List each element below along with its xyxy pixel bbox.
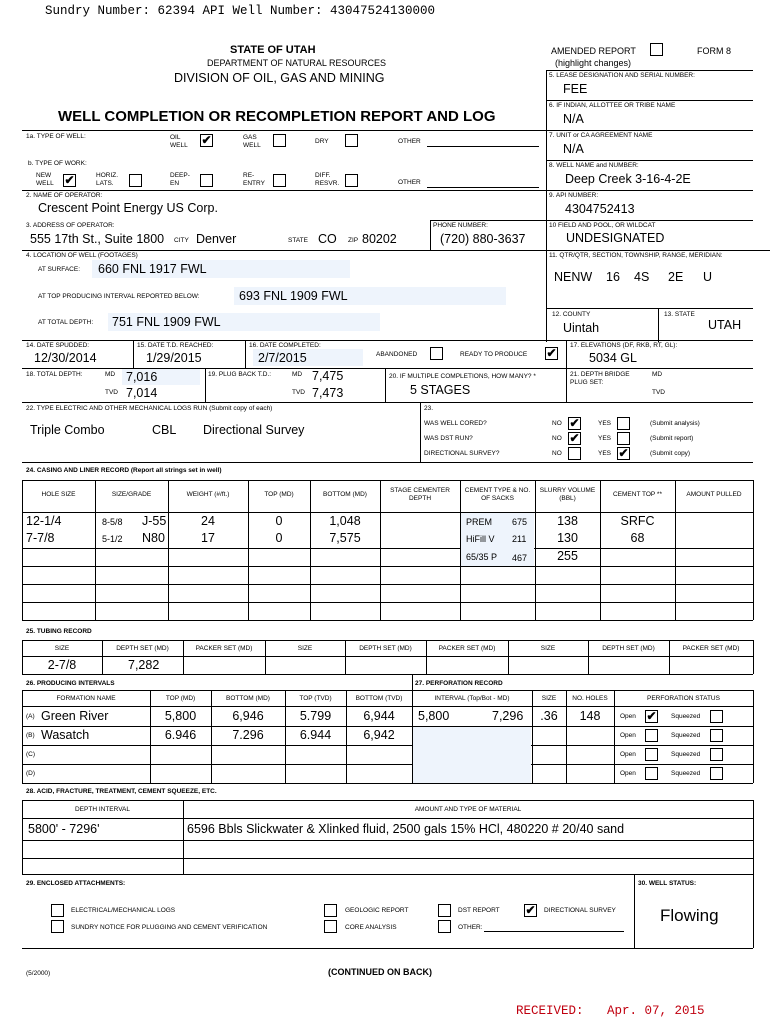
acid-amount-value: 6596 Bbls Slickwater & Xlinked fluid, 2500 gals 15% HCl, 480220 # 20/40 sand <box>187 822 625 836</box>
plug-tvd-label: TVD <box>292 389 305 396</box>
lease-value: FEE <box>563 82 588 96</box>
casing-col-ctop: CEMENT TOP ** <box>612 491 662 498</box>
type-of-well-label: 1a. TYPE OF WELL: <box>26 133 86 140</box>
geologic-checkbox[interactable] <box>324 904 337 917</box>
tubing-col-size-3: SIZE <box>540 645 556 652</box>
producing-col-formation: FORMATION NAME <box>56 695 116 702</box>
perf-row-4-squeezed-label: Squeezed <box>671 770 701 777</box>
geologic-label: GEOLOGIC REPORT <box>345 907 409 914</box>
continued-note: (CONTINUED ON BACK) <box>328 967 432 977</box>
electrical-label: ELECTRICAL/MECHANICAL LOGS <box>71 907 176 914</box>
top-interval-label: AT TOP PRODUCING INTERVAL REPORTED BELOW: <box>38 293 200 300</box>
casing-col-hole: HOLE SIZE <box>41 491 76 498</box>
log-item-1: Triple Combo <box>30 423 105 437</box>
gas-well-checkbox[interactable] <box>273 134 286 147</box>
perf-row-holes: 148 <box>579 709 601 723</box>
casing-row-3-cement: 65/35 P <box>466 552 498 562</box>
perf-row-4-squeezed-checkbox[interactable] <box>710 767 723 780</box>
perf-row-2-open-checkbox[interactable] <box>645 729 658 742</box>
core-checkbox[interactable] <box>324 920 337 933</box>
plug-back-label: 19. PLUG BACK T.D.: <box>208 371 272 378</box>
bridge-plug-label: 21. DEPTH BRIDGE PLUG SET: <box>570 371 630 386</box>
perf-col-size: SIZE <box>541 695 557 702</box>
ready-label: READY TO PRODUCE <box>460 351 528 358</box>
cored-yes-checkbox[interactable] <box>617 417 630 430</box>
casing-row-2-grade: N80 <box>142 531 165 545</box>
casing-row-3-slurry: 255 <box>557 549 578 563</box>
tubing-col-depth-1: DEPTH SET (MD) <box>116 645 169 652</box>
producing-row-a-bottom: 6,946 <box>232 709 264 723</box>
unit-value: N/A <box>563 142 584 156</box>
tubing-col-packer-3: PACKER SET (MD) <box>682 645 740 652</box>
perf-row-2-squeezed-label: Squeezed <box>671 732 701 739</box>
directional-survey-checkbox[interactable]: ✔ <box>525 903 536 917</box>
total-md-value: 7,016 <box>126 370 158 384</box>
casing-col-pulled: AMOUNT PULLED <box>686 491 742 498</box>
form-number: FORM 8 <box>697 46 732 56</box>
sundry-label: SUNDRY NOTICE FOR PLUGGING AND CEMENT VERIFICATION <box>71 924 268 931</box>
producing-col-top: TOP (MD) <box>165 695 196 702</box>
directional-label: DIRECTIONAL SURVEY? <box>424 450 500 457</box>
gas-well-label: GAS WELL <box>243 134 261 149</box>
dst-label: WAS DST RUN? <box>424 435 473 442</box>
state-op-label: STATE <box>288 237 308 244</box>
phone-label: PHONE NUMBER: <box>433 222 488 229</box>
casing-row-1-top: 0 <box>275 514 283 528</box>
q23-label: 23. <box>424 405 434 412</box>
casing-row-2-cement: HiFill V <box>466 534 495 544</box>
new-well-label: NEW WELL <box>36 172 54 187</box>
tubing-col-packer-2: PACKER SET (MD) <box>438 645 496 652</box>
producing-row-b-bottom-tvd: 6,942 <box>363 728 395 742</box>
perf-row-2-open-label: Open <box>620 732 636 739</box>
casing-label: 24. CASING AND LINER RECORD (Report all strings set in well) <box>26 467 222 474</box>
casing-row-1-hole: 12-1/4 <box>26 514 62 528</box>
casing-row-1-size: 8-5/8 <box>102 517 123 527</box>
department-heading: DEPARTMENT OF NATURAL RESOURCES <box>207 58 387 68</box>
perf-col-holes: NO. HOLES <box>572 695 608 702</box>
cored-no-label: NO <box>552 420 562 427</box>
casing-row-2-size: 5-1/2 <box>102 534 123 544</box>
received-date: Apr. 07, 2015 <box>607 1004 705 1018</box>
dst-report-checkbox[interactable] <box>438 904 451 917</box>
spudded-value: 12/30/2014 <box>34 351 97 365</box>
producing-row-a-top-tvd: 5.799 <box>299 709 332 723</box>
multiple-completions-value: 5 STAGES <box>410 383 471 397</box>
reentry-checkbox[interactable] <box>273 174 286 187</box>
casing-row-1-ctop: SRFC <box>620 514 655 528</box>
producing-row-a-top: 5,800 <box>164 709 197 723</box>
acid-col-amount: AMOUNT AND TYPE OF MATERIAL <box>414 806 522 813</box>
reentry-label: RE-ENTRY <box>243 172 265 187</box>
county-label: 12. COUNTY <box>552 311 591 318</box>
dst-no-checkbox[interactable]: ✔ <box>569 431 580 445</box>
td-reached-label: 15. DATE T.D. REACHED: <box>137 342 214 349</box>
other-attach-checkbox[interactable] <box>438 920 451 933</box>
other-attach-label: OTHER: <box>458 924 483 931</box>
perf-row-1-open-label: Open <box>620 713 636 720</box>
oil-well-label: OIL WELL <box>170 134 188 149</box>
horiz-label: HORIZ. LATS. <box>96 172 119 187</box>
casing-row-1-slurry: 138 <box>557 514 578 528</box>
phone-value: (720) 880-3637 <box>440 232 526 246</box>
qtr-value-3: 4S <box>634 270 650 284</box>
tubing-col-depth-3: DEPTH SET (MD) <box>602 645 655 652</box>
perf-col-interval: INTERVAL (Top/Bot - MD) <box>434 695 510 702</box>
operator-label: 2. NAME OF OPERATOR: <box>26 192 103 199</box>
indian-value: N/A <box>563 112 584 126</box>
location-label: 4. LOCATION OF WELL (FOOTAGES) <box>26 252 138 259</box>
directional-no-label: NO <box>552 450 562 457</box>
submit-copy-note: (Submit copy) <box>650 450 691 457</box>
tubing-col-size-1: SIZE <box>54 645 70 652</box>
total-depth-label: 18. TOTAL DEPTH: <box>26 371 83 378</box>
log-item-3: Directional Survey <box>203 423 305 437</box>
casing-row-2-weight: 17 <box>201 531 215 545</box>
producing-col-top-tvd: TOP (TVD) <box>299 695 332 702</box>
perf-row-top: 5,800 <box>418 709 450 723</box>
well-status-value: Flowing <box>660 906 719 925</box>
abandoned-checkbox[interactable] <box>430 347 443 360</box>
new-well-checkbox[interactable]: ✔ <box>64 173 75 187</box>
casing-row-2-bottom: 7,575 <box>329 531 361 545</box>
other-well-label: OTHER <box>398 138 421 145</box>
dst-report-label: DST REPORT <box>458 907 500 914</box>
directional-yes-label: YES <box>598 450 612 457</box>
casing-row-3-sacks: 467 <box>512 553 528 563</box>
dry-checkbox[interactable] <box>345 134 358 147</box>
submit-report-note: (Submit report) <box>650 435 694 442</box>
zip-label: ZIP <box>348 237 359 244</box>
bridge-md-label: MD <box>652 371 663 378</box>
perf-col-status: PERFORATION STATUS <box>647 695 720 702</box>
producing-row-c-tag: (C) <box>26 751 36 758</box>
acid-depth-value: 5800' - 7296' <box>28 822 100 836</box>
directional-no-checkbox[interactable] <box>568 447 581 460</box>
casing-row-2-hole: 7-7/8 <box>26 531 55 545</box>
county-value: Uintah <box>563 321 600 335</box>
casing-col-size: SIZE/GRADE <box>111 491 152 498</box>
well-name-label: 8. WELL NAME and NUMBER: <box>549 162 639 169</box>
qtr-value-2: 16 <box>606 270 620 284</box>
submit-analysis-note: (Submit analysis) <box>650 420 700 427</box>
perforation-label: 27. PERFORATION RECORD <box>415 680 503 687</box>
cored-yes-label: YES <box>598 420 612 427</box>
sundry-checkbox[interactable] <box>51 920 64 933</box>
completed-value: 2/7/2015 <box>258 351 307 365</box>
total-depth-loc-label: AT TOTAL DEPTH: <box>38 319 94 326</box>
amended-report-checkbox[interactable] <box>650 43 663 56</box>
amended-report-label: AMENDED REPORT <box>551 46 636 56</box>
qtr-label: 11. QTR/QTR, SECTION, TOWNSHIP, RANGE, MERIDIAN: <box>549 252 723 259</box>
top-interval-value: 693 FNL 1909 FWL <box>239 289 348 303</box>
received-label: RECEIVED: <box>516 1004 584 1018</box>
state-op-value: CO <box>318 232 337 246</box>
multiple-completions-label: 20. IF MULTIPLE COMPLETIONS, HOW MANY? * <box>389 373 536 380</box>
td-reached-value: 1/29/2015 <box>146 351 202 365</box>
plug-md-label: MD <box>292 371 303 378</box>
field-value: UNDESIGNATED <box>566 231 665 245</box>
dst-no-label: NO <box>552 435 562 442</box>
tubing-size-value: 2-7/8 <box>47 658 77 672</box>
casing-row-2-slurry: 130 <box>557 531 578 545</box>
ready-checkbox[interactable]: ✔ <box>546 346 557 360</box>
cored-label: WAS WELL CORED? <box>424 420 487 427</box>
tubing-label: 25. TUBING RECORD <box>26 628 92 635</box>
well-name-value: Deep Creek 3-16-4-2E <box>565 172 691 186</box>
perf-row-bottom: 7,296 <box>492 709 524 723</box>
electrical-checkbox[interactable] <box>51 904 64 917</box>
deepen-label: DEEP-EN <box>170 172 190 187</box>
qtr-value-4: 2E <box>668 270 684 284</box>
lease-label: 5. LEASE DESIGNATION AND SERIAL NUMBER: <box>549 72 695 79</box>
producing-row-b-top-tvd: 6.944 <box>299 728 332 742</box>
producing-label: 26. PRODUCING INTERVALS <box>26 680 115 687</box>
core-label: CORE ANALYSIS <box>345 924 397 931</box>
producing-row-a-tag: (A) <box>26 713 35 720</box>
casing-row-2-top: 0 <box>275 531 283 545</box>
horiz-checkbox[interactable] <box>129 174 142 187</box>
directional-survey-label: DIRECTIONAL SURVEY <box>544 907 616 914</box>
casing-col-stage: STAGE CEMENTER DEPTH <box>390 487 450 502</box>
producing-row-d-tag: (D) <box>26 770 36 777</box>
perf-row-3-open-label: Open <box>620 751 636 758</box>
acid-col-depth: DEPTH INTERVAL <box>74 806 131 813</box>
unit-label: 7. UNIT or CA AGREEMENT NAME <box>549 132 653 139</box>
perf-row-4-open-label: Open <box>620 770 636 777</box>
diff-resvr-label: DIFF. RESVR. <box>315 172 340 187</box>
tubing-col-packer-1: PACKER SET (MD) <box>195 645 253 652</box>
perf-row-4-open-checkbox[interactable] <box>645 767 658 780</box>
completed-label: 16. DATE COMPLETED: <box>249 342 321 349</box>
casing-col-weight: WEIGHT (#/ft.) <box>186 491 230 498</box>
plug-tvd-value: 7,473 <box>312 386 344 400</box>
attachments-label: 29. ENCLOSED ATTACHMENTS: <box>26 880 126 887</box>
producing-row-b-bottom: 7.296 <box>232 728 264 742</box>
tubing-col-depth-2: DEPTH SET (MD) <box>359 645 412 652</box>
log-item-2: CBL <box>152 423 177 437</box>
perf-row-2-squeezed-checkbox[interactable] <box>710 729 723 742</box>
casing-col-top: TOP (MD) <box>264 491 294 498</box>
qtr-value-5: U <box>703 270 713 284</box>
state-value: UTAH <box>708 318 742 332</box>
indian-label: 6. IF INDIAN, ALLOTTEE OR TRIBE NAME <box>549 102 676 109</box>
casing-row-1-sacks: 675 <box>512 517 528 527</box>
api-label: 9. API NUMBER: <box>549 192 599 199</box>
total-tvd-value: 7,014 <box>126 386 158 400</box>
perf-row-1-squeezed-checkbox[interactable] <box>710 710 723 723</box>
producing-row-a-name: Green River <box>41 709 109 723</box>
street-value: 555 17th St., Suite 1800 <box>30 232 165 246</box>
other-work-label: OTHER <box>398 179 421 186</box>
logs-label: 22. TYPE ELECTRIC AND OTHER MECHANICAL LOGS RUN (Submit copy of each) <box>26 405 273 412</box>
type-of-work-label: b. TYPE OF WORK: <box>28 160 87 167</box>
directional-yes-checkbox[interactable]: ✔ <box>618 446 629 460</box>
producing-col-bottom: BOTTOM (MD) <box>226 695 270 702</box>
operator-value: Crescent Point Energy US Corp. <box>38 201 218 215</box>
surface-label: AT SURFACE: <box>38 266 81 273</box>
acid-label: 28. ACID, FRACTURE, TREATMENT, CEMENT SQUEEZE, ETC. <box>26 788 217 795</box>
qtr-value-1: NENW <box>554 270 593 284</box>
perf-row-size: .36 <box>540 709 558 723</box>
spudded-label: 14. DATE SPUDDED: <box>26 342 90 349</box>
plug-md-value: 7,475 <box>312 369 344 383</box>
abandoned-label: ABANDONED <box>376 351 418 358</box>
state-label: 13. STATE <box>664 311 695 318</box>
form-code: (5/2000) <box>26 970 51 977</box>
highlight-changes-note: (highlight changes) <box>555 58 632 68</box>
total-md-label: MD <box>105 371 116 378</box>
elevations-label: 17. ELEVATIONS (DF, RKB, RT, GL): <box>570 342 678 349</box>
perf-row-3-open-checkbox[interactable] <box>645 748 658 761</box>
tubing-col-size-2: SIZE <box>297 645 313 652</box>
casing-row-1-bottom: 1,048 <box>329 514 361 528</box>
producing-row-a-bottom-tvd: 6,944 <box>363 709 395 723</box>
oil-well-checkbox[interactable]: ✔ <box>201 133 212 147</box>
perf-row-3-squeezed-checkbox[interactable] <box>710 748 723 761</box>
deepen-checkbox[interactable] <box>200 174 213 187</box>
api-value: 4304752413 <box>565 202 635 216</box>
producing-col-bottom-tvd: BOTTOM (TVD) <box>355 695 403 702</box>
address-label: 3. ADDRESS OF OPERATOR: <box>26 222 115 229</box>
total-depth-loc-value: 751 FNL 1909 FWL <box>112 315 221 329</box>
city-value: Denver <box>196 232 237 246</box>
casing-col-cement: CEMENT TYPE & NO. OF SACKS <box>464 487 531 502</box>
casing-row-1-cement: PREM <box>466 517 493 527</box>
producing-row-b-tag: (B) <box>26 732 35 739</box>
city-label: CITY <box>174 237 189 244</box>
elevations-value: 5034 GL <box>589 351 637 365</box>
perf-row-3-squeezed-label: Squeezed <box>671 751 701 758</box>
field-label: 10 FIELD AND POOL, OR WILDCAT <box>549 222 656 229</box>
surface-value: 660 FNL 1917 FWL <box>98 262 207 276</box>
diff-resvr-checkbox[interactable] <box>345 174 358 187</box>
dst-yes-label: YES <box>598 435 612 442</box>
casing-col-bottom: BOTTOM (MD) <box>323 491 367 498</box>
casing-col-slurry: SLURRY VOLUME (BBL) <box>539 487 596 502</box>
perf-row-1-squeezed-label: Squeezed <box>671 713 701 720</box>
casing-row-1-weight: 24 <box>201 514 215 528</box>
casing-row-2-sacks: 211 <box>512 534 527 544</box>
producing-row-b-top: 6.946 <box>164 728 197 742</box>
well-status-label: 30. WELL STATUS: <box>638 880 697 887</box>
division-heading: DIVISION OF OIL, GAS AND MINING <box>174 71 385 85</box>
dst-yes-checkbox[interactable] <box>617 432 630 445</box>
bridge-tvd-label: TVD <box>652 389 665 396</box>
zip-value: 80202 <box>362 232 397 246</box>
form-title: WELL COMPLETION OR RECOMPLETION REPORT AND LOG <box>58 108 496 125</box>
cored-no-checkbox[interactable]: ✔ <box>569 416 580 430</box>
casing-row-2-ctop: 68 <box>630 531 645 545</box>
producing-row-b-name: Wasatch <box>41 728 90 742</box>
casing-row-1-grade: J-55 <box>142 514 167 528</box>
total-tvd-label: TVD <box>105 389 118 396</box>
perf-row-1-open-checkbox[interactable]: ✔ <box>646 709 657 723</box>
tubing-depth-value: 7,282 <box>128 658 160 672</box>
dry-label: DRY <box>315 138 329 145</box>
state-heading: STATE OF UTAH <box>230 44 316 56</box>
top-line: Sundry Number: 62394 API Well Number: 43047524130000 <box>45 4 436 18</box>
